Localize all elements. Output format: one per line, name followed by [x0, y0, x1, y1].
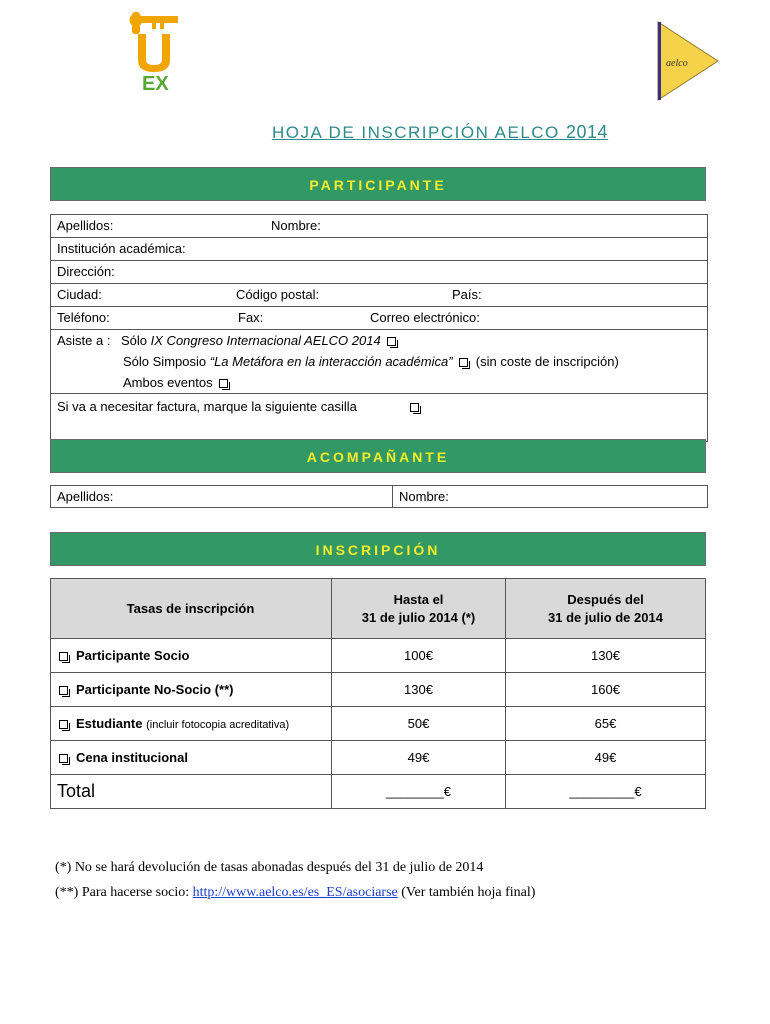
- codigo-postal-label[interactable]: Código postal:: [236, 287, 320, 302]
- institucion-label[interactable]: Institución académica:: [57, 241, 186, 256]
- telefono-label[interactable]: Teléfono:: [57, 310, 110, 325]
- checkbox-ambos[interactable]: [219, 379, 228, 388]
- svg-text:EX: EX: [142, 73, 169, 92]
- checkbox-estudiante[interactable]: [59, 720, 68, 729]
- asociarse-link[interactable]: http://www.aelco.es/es_ES/asociarse: [192, 885, 398, 900]
- total-row: [51, 775, 706, 809]
- title-main: HOJA DE INSCRIPCIÓN AELCO: [271, 123, 560, 142]
- apellidos-label[interactable]: Apellidos:: [57, 218, 114, 233]
- col-tasas: Tasas de inscripción: [51, 579, 332, 639]
- option-ambos: Ambos eventos: [123, 372, 228, 394]
- checkbox-simposio[interactable]: [459, 358, 468, 367]
- table-row: Participante Socio 100€ 130€: [51, 639, 706, 673]
- total-label: Total: [51, 775, 332, 809]
- checkbox-cena[interactable]: [59, 754, 68, 763]
- fees-header-row: [51, 579, 706, 639]
- col-despues: Después del 31 de julio de 2014: [506, 579, 706, 639]
- fees-table: [50, 578, 706, 809]
- fax-label[interactable]: Fax:: [238, 310, 264, 325]
- acompanante-header: ACOMPAÑANTE: [50, 439, 706, 473]
- note-devolucion: (*) No se hará devolución de tasas abonadas después del 31 de julio de 2014: [55, 860, 484, 875]
- table-row: Cena institucional 49€ 49€: [51, 741, 706, 775]
- row-institucion: [51, 237, 707, 256]
- asiste-label: Asiste a :: [57, 333, 111, 348]
- acompanante-form: [50, 485, 708, 508]
- ciudad-label[interactable]: Ciudad:: [57, 287, 102, 302]
- row-ciudad: [51, 283, 707, 302]
- uex-logo: [128, 10, 180, 92]
- title-year: 2014: [566, 122, 609, 142]
- acomp-nombre-label[interactable]: Nombre:: [399, 489, 449, 504]
- acomp-apellidos-label[interactable]: Apellidos:: [57, 489, 114, 504]
- checkbox-factura[interactable]: [410, 403, 419, 412]
- row-direccion: [51, 260, 707, 279]
- inscripcion-header: INSCRIPCIÓN: [50, 532, 706, 566]
- participante-form: [50, 214, 708, 442]
- checkbox-socio[interactable]: [59, 652, 68, 661]
- participante-header: PARTICIPANTE: [50, 167, 706, 201]
- checkbox-congreso[interactable]: [387, 337, 396, 346]
- row-telefono: [51, 306, 707, 325]
- factura-label: Si va a necesitar factura, marque la siguiente casilla: [57, 399, 357, 414]
- page-title: [0, 122, 770, 143]
- row-factura: [51, 393, 707, 414]
- note-socio: (**) Para hacerse socio: http://www.aelco.es/es_ES/asociarse (Ver también hoja final): [55, 885, 536, 900]
- table-row: Estudiante (incluir fotocopia acreditativa) 50€ 65€: [51, 707, 706, 741]
- pais-label[interactable]: País:: [452, 287, 482, 302]
- correo-label[interactable]: Correo electrónico:: [370, 310, 480, 325]
- total-despues[interactable]: _________€: [506, 775, 706, 809]
- nombre-label[interactable]: Nombre:: [271, 218, 321, 233]
- checkbox-no-socio[interactable]: [59, 686, 68, 695]
- col-hasta: Hasta el 31 de julio 2014 (*): [332, 579, 506, 639]
- direccion-label[interactable]: Dirección:: [57, 264, 115, 279]
- svg-text:aelco: aelco: [666, 58, 688, 69]
- option-congreso: Sólo IX Congreso Internacional AELCO 2014: [121, 330, 396, 352]
- total-hasta[interactable]: ________€: [332, 775, 506, 809]
- table-row: Participante No-Socio (**) 130€ 160€: [51, 673, 706, 707]
- aelco-logo: [656, 20, 720, 102]
- option-simposio: Sólo Simposio “La Metáfora en la interacción académica” (sin coste de inscripción): [123, 354, 619, 369]
- row-asiste: [51, 329, 707, 394]
